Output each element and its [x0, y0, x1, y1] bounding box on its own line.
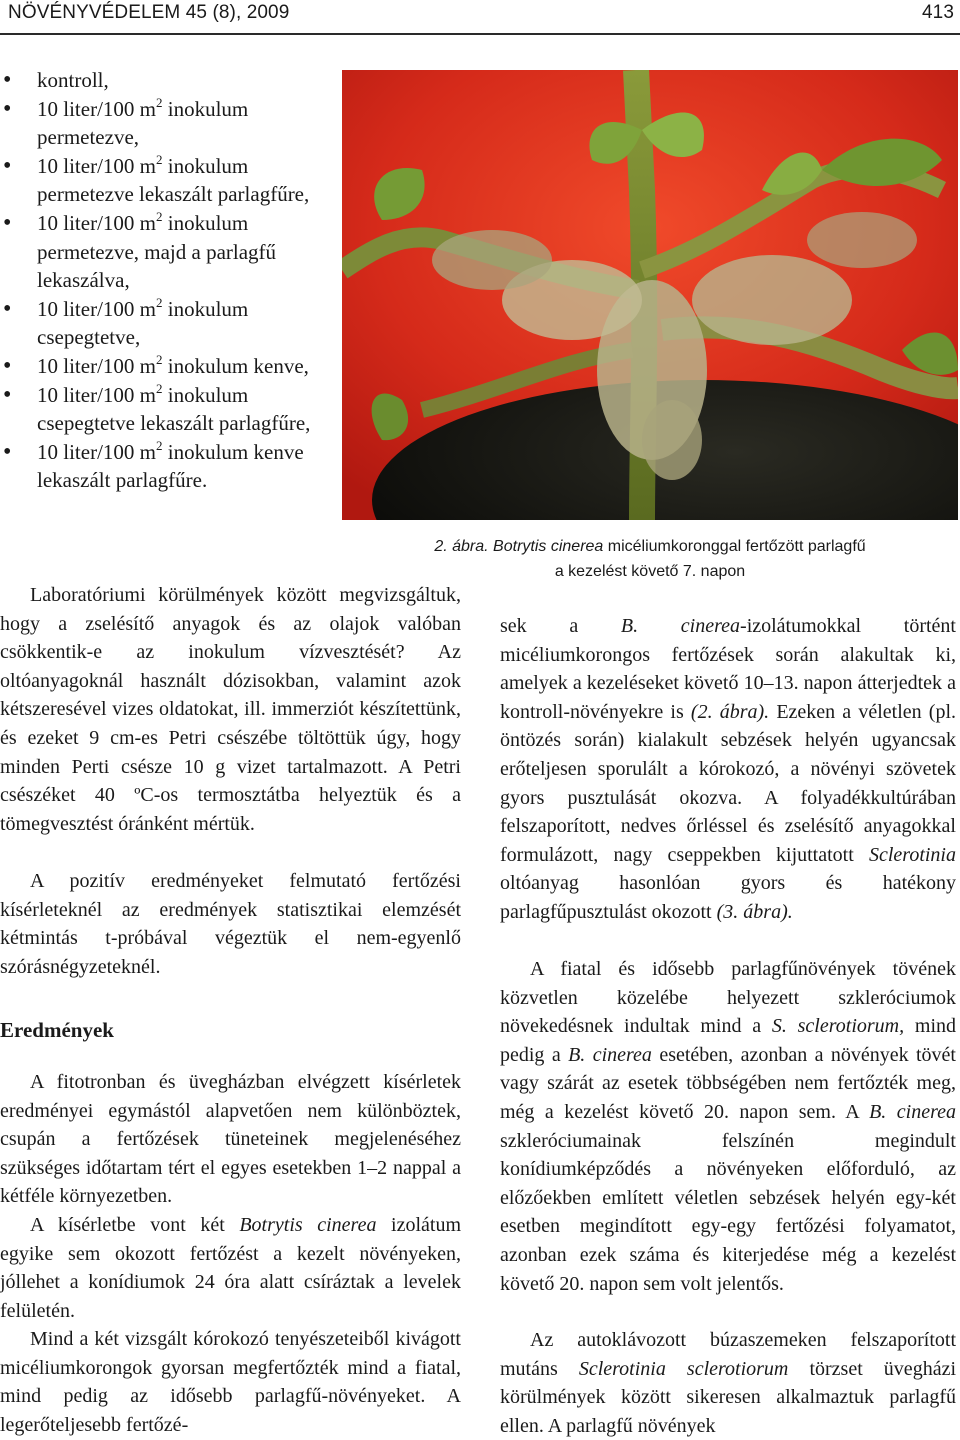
list-item: • 10 liter/100 $m^2$ inokulum permetezve lekaszált parlagfűre, — [0, 152, 330, 209]
paragraph-results-1: A fitotronban és üvegházban elvégzett kísérletek eredményei egymástól alapvetően nem különböztek, csupán a fertőzések tüneteinek megjelenéséhez szükséges időtartam tért el egyes esetekben 1–2 nappal a kétféle környezetben. — [0, 1071, 461, 1208]
paragraph-results-3: Mind a két vizsgált kórokozó tenyészeteiből kivágott micéliumkorongok gyorsan megfertőzték mind a fiatal, mind pedig az idősebb parlagfű-növényeket. A legerőteljesebb fertőzé- — [0, 1328, 461, 1436]
figure-photo — [342, 70, 958, 520]
paragraph-right-3: Az autoklávozott búzaszemeken felszaporított mutáns Sclerotinia sclerotiorum törzset üvegházi körülmények között sikeresen alkalmaztuk parlagfű ellen. A parlagfű növények — [500, 1329, 956, 1437]
list-item: • 10 liter/100 $m^2$ inokulum csepegtetve lekaszált parlagfűre, — [0, 381, 330, 438]
list-item: • 10 liter/100 $m^2$ inokulum kenve, — [0, 352, 330, 381]
paragraph-stats: A pozitív eredményeket felmutató fertőzési kísérleteknél az eredmények statisztikai elemzését kétmintás t-próbával végeztük el nem-egyenlő szórásnégyzeteknél. — [0, 870, 461, 978]
treatment-list — [0, 66, 330, 495]
list-item: • 10 liter/100 $m^2$ inokulum permetezve, — [0, 95, 330, 152]
list-item: • 10 liter/100 $m^2$ inokulum kenve lekaszált parlagfűre. — [0, 438, 330, 495]
list-item: • 10 liter/100 $m^2$ inokulum permetezve, majd a parlagfű lekaszálva, — [0, 209, 330, 295]
paragraph-right-1: sek a B. cinerea-izolátumokkal történt micéliumkorongos fertőzések során alakultak ki, amelyek a kezeléseket követő 10–13. napon átterjedtek a kontroll-növényekre is (2. ábra). Ezeken a véletlen (pl. öntözés során) kialakult sebzések helyén ugyancsak erőteljesen sporulált a kórokozó, a növényi szövetek gyors pusztulását okozva. A folyadékkultúrában felszaporított, nedves őrléssel és zselésítő anyagokkal formulázott, nagy cseppekben kijuttatott Sclerotinia oltóanyag hasonlóan gyors és hatékony parlagfűpusztulást okozott (3. ábra). — [500, 615, 956, 923]
section-heading: Eredmények — [0, 1018, 114, 1042]
caption-line-2: a kezelést követő 7. napon — [554, 563, 746, 580]
paragraph-results-2: A kísérletbe vont két Botrytis cinerea izolátum egyike sem okozott fertőzést a kezelt növényeken, jóllehet a konídiumok 24 óra alatt csíráztak a levelek felületén. — [0, 1214, 461, 1322]
paragraph-lab: Laboratóriumi körülmények között megvizsgáltuk, hogy a zselésítő anyagok és az olajok valóban csökkentik-e az inokulum vízvesztését? Az oltóanyagoknál használt dózisokban, valamint azok kétszeresével vizes oldatokat, ill. immerziót készítettünk, és ezeket 9 cm-es Petri csészébe töltöttük úgy, hogy minden Perti csésze 10 g vizet tartalmazott. A Petri csészéket 40 ºC-os termosztátba helyeztük és a tömegvesztést óránként mértük. — [0, 584, 461, 835]
list-item: • 10 liter/100 $m^2$ inokulum csepegtetve, — [0, 295, 330, 352]
journal-header: NÖVÉNYVÉDELEM 45 (8), 2009 — [8, 2, 290, 23]
list-item: • kontroll, — [0, 66, 330, 95]
header-rule — [0, 33, 960, 35]
page-number: 413 — [921, 2, 954, 23]
caption-line-1: 2. ábra. Botrytis cinerea micéliumkoronggal fertőzött parlagfű — [434, 538, 866, 555]
plant-illustration — [342, 70, 958, 520]
paragraph-right-2: A fiatal és idősebb parlagfűnövények tövének közvetlen közelébe helyezett szkleróciumok növekedésnek indultak mind a S. sclerotiorum, mind pedig a B. cinerea esetében, azonban a növények tövét vagy szárát az esetek többségében nem fertőzték meg, még a kezelést követő 20. napon sem. A B. cinerea szkleróciumainak felszínén megindult konídiumképződés a növényeken előforduló, az előzőekben említett véletlen sebzések helyén egy-két esetben megindított egy-egy fertőzési folyamatot, azonban ezek száma és kiterjedése még a kezelést követő 20. napon sem volt jelentős. — [500, 958, 956, 1295]
figure-caption — [340, 534, 960, 584]
